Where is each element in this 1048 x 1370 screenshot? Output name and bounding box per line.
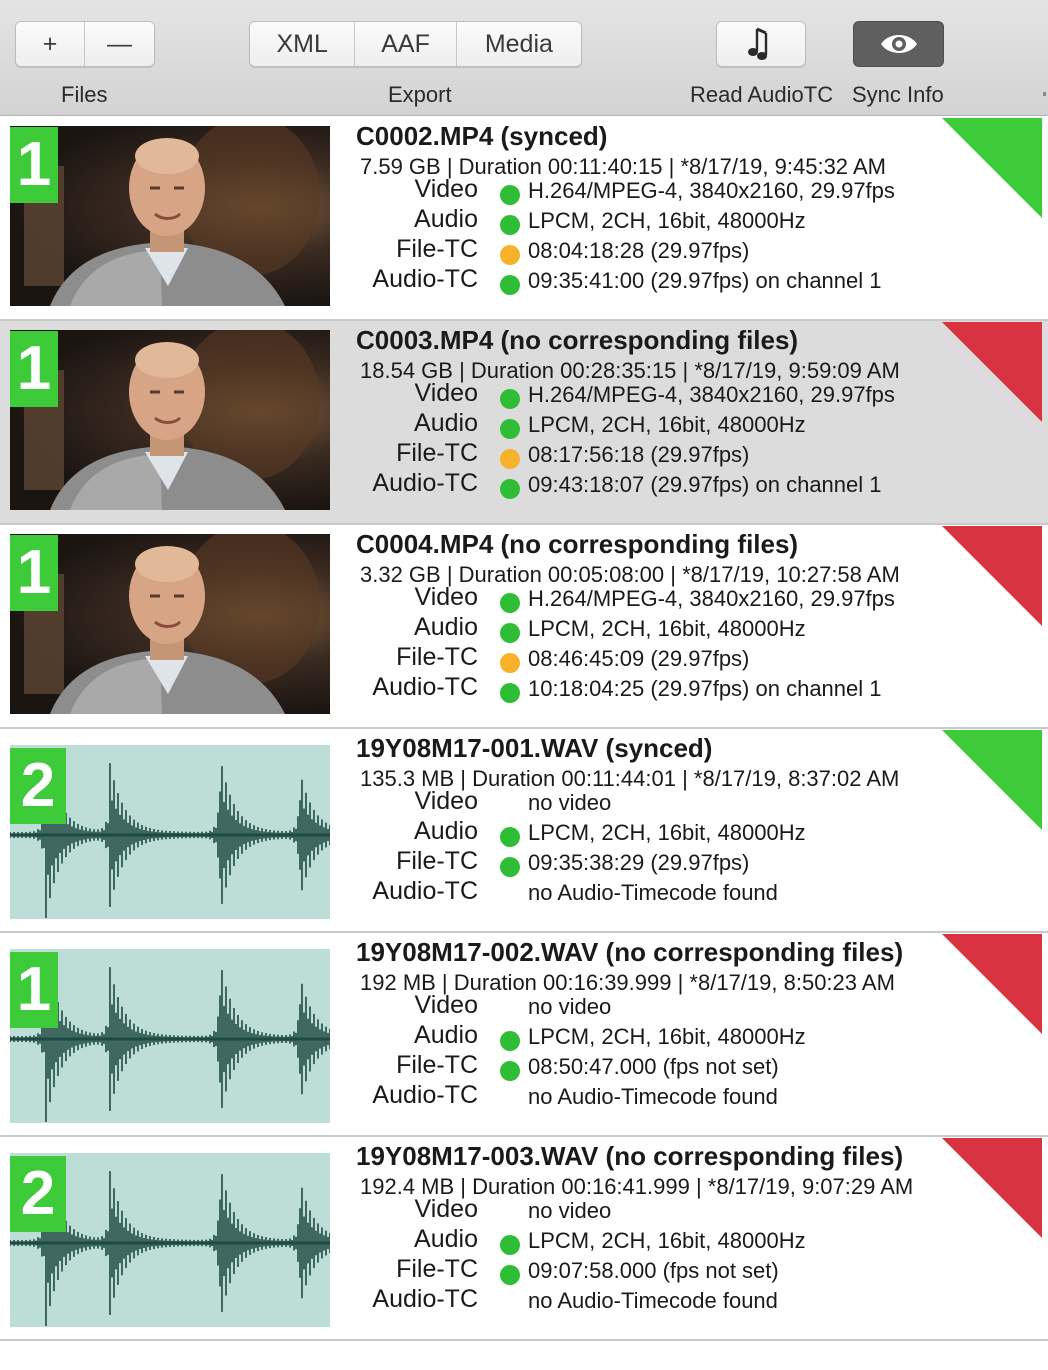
video-frame-image [10, 534, 330, 714]
green-status-dot-icon [500, 1265, 520, 1285]
video-value: no video [528, 994, 612, 1019]
file-tc-value: 09:35:38:29 (29.97fps) [528, 850, 750, 875]
file-row[interactable] [0, 321, 1048, 525]
audio-value: LPCM, 2CH, 16bit, 48000Hz [528, 208, 806, 233]
music-note-icon [747, 26, 775, 62]
video-thumbnail [10, 330, 330, 510]
sync-info-button[interactable] [853, 21, 944, 67]
audio-tc-label: Audio-TC [372, 877, 478, 905]
audio-label: Audio [414, 1021, 478, 1049]
file-tc-value: 08:17:56:18 (29.97fps) [528, 442, 750, 467]
video-value: H.264/MPEG-4, 3840x2160, 29.97fps [528, 178, 895, 203]
orange-status-dot-icon [500, 245, 520, 265]
green-status-dot-icon [500, 419, 520, 439]
green-status-dot-icon [500, 1235, 520, 1255]
file-meta: 192 MB | Duration 00:16:39.999 | *8/17/19, 8:50:23 AM [360, 970, 895, 995]
toolbar-overflow-indicator [1043, 92, 1046, 96]
file-row[interactable] [0, 933, 1048, 1137]
export-segmented-control [249, 21, 582, 67]
file-meta: 135.3 MB | Duration 00:11:44:01 | *8/17/19, 8:37:02 AM [360, 766, 900, 791]
audio-value: LPCM, 2CH, 16bit, 48000Hz [528, 616, 806, 641]
audio-label: Audio [414, 817, 478, 845]
video-value: no video [528, 1198, 612, 1223]
green-status-dot-icon [500, 479, 520, 499]
file-tc-label: File-TC [396, 1255, 478, 1283]
export-media-button[interactable]: Media [457, 22, 581, 66]
file-tc-label: File-TC [396, 1051, 478, 1079]
export-aaf-button[interactable]: AAF [355, 22, 456, 66]
green-status-dot-icon [500, 185, 520, 205]
audio-value: LPCM, 2CH, 16bit, 48000Hz [528, 1024, 806, 1049]
video-label: Video [414, 991, 478, 1019]
video-label: Video [414, 583, 478, 611]
file-row[interactable] [0, 525, 1048, 729]
video-value: no video [528, 790, 612, 815]
group-number-badge: 1 [10, 127, 58, 203]
orange-status-dot-icon [500, 449, 520, 469]
file-tc-label: File-TC [396, 847, 478, 875]
synced-corner-flag [942, 118, 1042, 218]
audio-tc-value: no Audio-Timecode found [528, 1288, 778, 1313]
video-value: H.264/MPEG-4, 3840x2160, 29.97fps [528, 382, 895, 407]
file-meta: 3.32 GB | Duration 00:05:08:00 | *8/17/19, 10:27:58 AM [360, 562, 900, 587]
green-status-dot-icon [500, 827, 520, 847]
group-number-badge: 2 [10, 1156, 66, 1232]
file-title: 19Y08M17-003.WAV (no corresponding files) [356, 1141, 904, 1171]
audio-label: Audio [414, 613, 478, 641]
file-tc-label: File-TC [396, 643, 478, 671]
eye-icon [879, 31, 919, 57]
file-tc-label: File-TC [396, 439, 478, 467]
group-number-badge: 1 [10, 535, 58, 611]
file-row[interactable] [0, 729, 1048, 933]
video-label: Video [414, 1195, 478, 1223]
export-label: Export [388, 82, 452, 107]
audio-tc-value: no Audio-Timecode found [528, 880, 778, 905]
audio-value: LPCM, 2CH, 16bit, 48000Hz [528, 1228, 806, 1253]
file-list [0, 117, 1048, 1341]
audio-tc-value: no Audio-Timecode found [528, 1084, 778, 1109]
file-meta: 18.54 GB | Duration 00:28:35:15 | *8/17/19, 9:59:09 AM [360, 358, 900, 383]
video-frame-image [10, 330, 330, 510]
unmatched-corner-flag [942, 526, 1042, 626]
audio-tc-value: 09:43:18:07 (29.97fps) on channel 1 [528, 472, 882, 497]
video-value: H.264/MPEG-4, 3840x2160, 29.97fps [528, 586, 895, 611]
unmatched-corner-flag [942, 322, 1042, 422]
file-meta: 192.4 MB | Duration 00:16:41.999 | *8/17/19, 9:07:29 AM [360, 1174, 914, 1199]
green-status-dot-icon [500, 389, 520, 409]
audio-tc-label: Audio-TC [372, 1285, 478, 1313]
file-title: 19Y08M17-001.WAV (synced) [356, 733, 713, 763]
file-tc-value: 08:04:18:28 (29.97fps) [528, 238, 750, 263]
export-xml-button[interactable]: XML [250, 22, 355, 66]
read-audiotc-button[interactable] [716, 21, 806, 67]
file-title: 19Y08M17-002.WAV (no corresponding files) [356, 937, 904, 967]
files-label: Files [61, 82, 108, 107]
audio-tc-label: Audio-TC [372, 265, 478, 293]
file-row[interactable] [0, 117, 1048, 321]
green-status-dot-icon [500, 1061, 520, 1081]
files-segmented-control [15, 21, 155, 67]
video-label: Video [414, 379, 478, 407]
file-title: C0004.MP4 (no corresponding files) [356, 529, 799, 559]
video-label: Video [414, 175, 478, 203]
green-status-dot-icon [500, 215, 520, 235]
file-tc-label: File-TC [396, 235, 478, 263]
green-status-dot-icon [500, 623, 520, 643]
file-title: C0002.MP4 (synced) [356, 121, 608, 151]
green-status-dot-icon [500, 275, 520, 295]
add-file-button[interactable]: + [16, 22, 85, 66]
group-number-badge: 1 [10, 952, 58, 1028]
unmatched-corner-flag [942, 934, 1042, 1034]
video-thumbnail [10, 126, 330, 306]
audio-thumbnail [10, 949, 330, 1123]
audio-label: Audio [414, 205, 478, 233]
audio-tc-label: Audio-TC [372, 1081, 478, 1109]
group-number-badge: 2 [10, 748, 66, 824]
video-frame-image [10, 126, 330, 306]
file-tc-value: 08:46:45:09 (29.97fps) [528, 646, 750, 671]
green-status-dot-icon [500, 593, 520, 613]
video-label: Video [414, 787, 478, 815]
audio-label: Audio [414, 1225, 478, 1253]
green-status-dot-icon [500, 683, 520, 703]
audio-label: Audio [414, 409, 478, 437]
video-thumbnail [10, 534, 330, 714]
orange-status-dot-icon [500, 653, 520, 673]
group-number-badge: 1 [10, 331, 58, 407]
file-tc-value: 08:50:47.000 (fps not set) [528, 1054, 779, 1079]
audio-tc-label: Audio-TC [372, 469, 478, 497]
waveform-image [10, 949, 330, 1123]
audio-value: LPCM, 2CH, 16bit, 48000Hz [528, 820, 806, 845]
green-status-dot-icon [500, 1031, 520, 1051]
unmatched-corner-flag [942, 1138, 1042, 1238]
file-title: C0003.MP4 (no corresponding files) [356, 325, 799, 355]
toolbar [0, 0, 1048, 116]
audio-tc-value: 09:35:41:00 (29.97fps) on channel 1 [528, 268, 882, 293]
remove-file-button[interactable]: — [85, 22, 154, 66]
file-tc-value: 09:07:58.000 (fps not set) [528, 1258, 779, 1283]
read-audiotc-label: Read AudioTC [690, 82, 834, 107]
green-status-dot-icon [500, 857, 520, 877]
audio-tc-value: 10:18:04:25 (29.97fps) on channel 1 [528, 676, 882, 701]
synced-corner-flag [942, 730, 1042, 830]
audio-value: LPCM, 2CH, 16bit, 48000Hz [528, 412, 806, 437]
file-meta: 7.59 GB | Duration 00:11:40:15 | *8/17/19, 9:45:32 AM [360, 154, 886, 179]
sync-info-label: Sync Info [852, 82, 944, 107]
file-row[interactable] [0, 1137, 1048, 1341]
audio-tc-label: Audio-TC [372, 673, 478, 701]
